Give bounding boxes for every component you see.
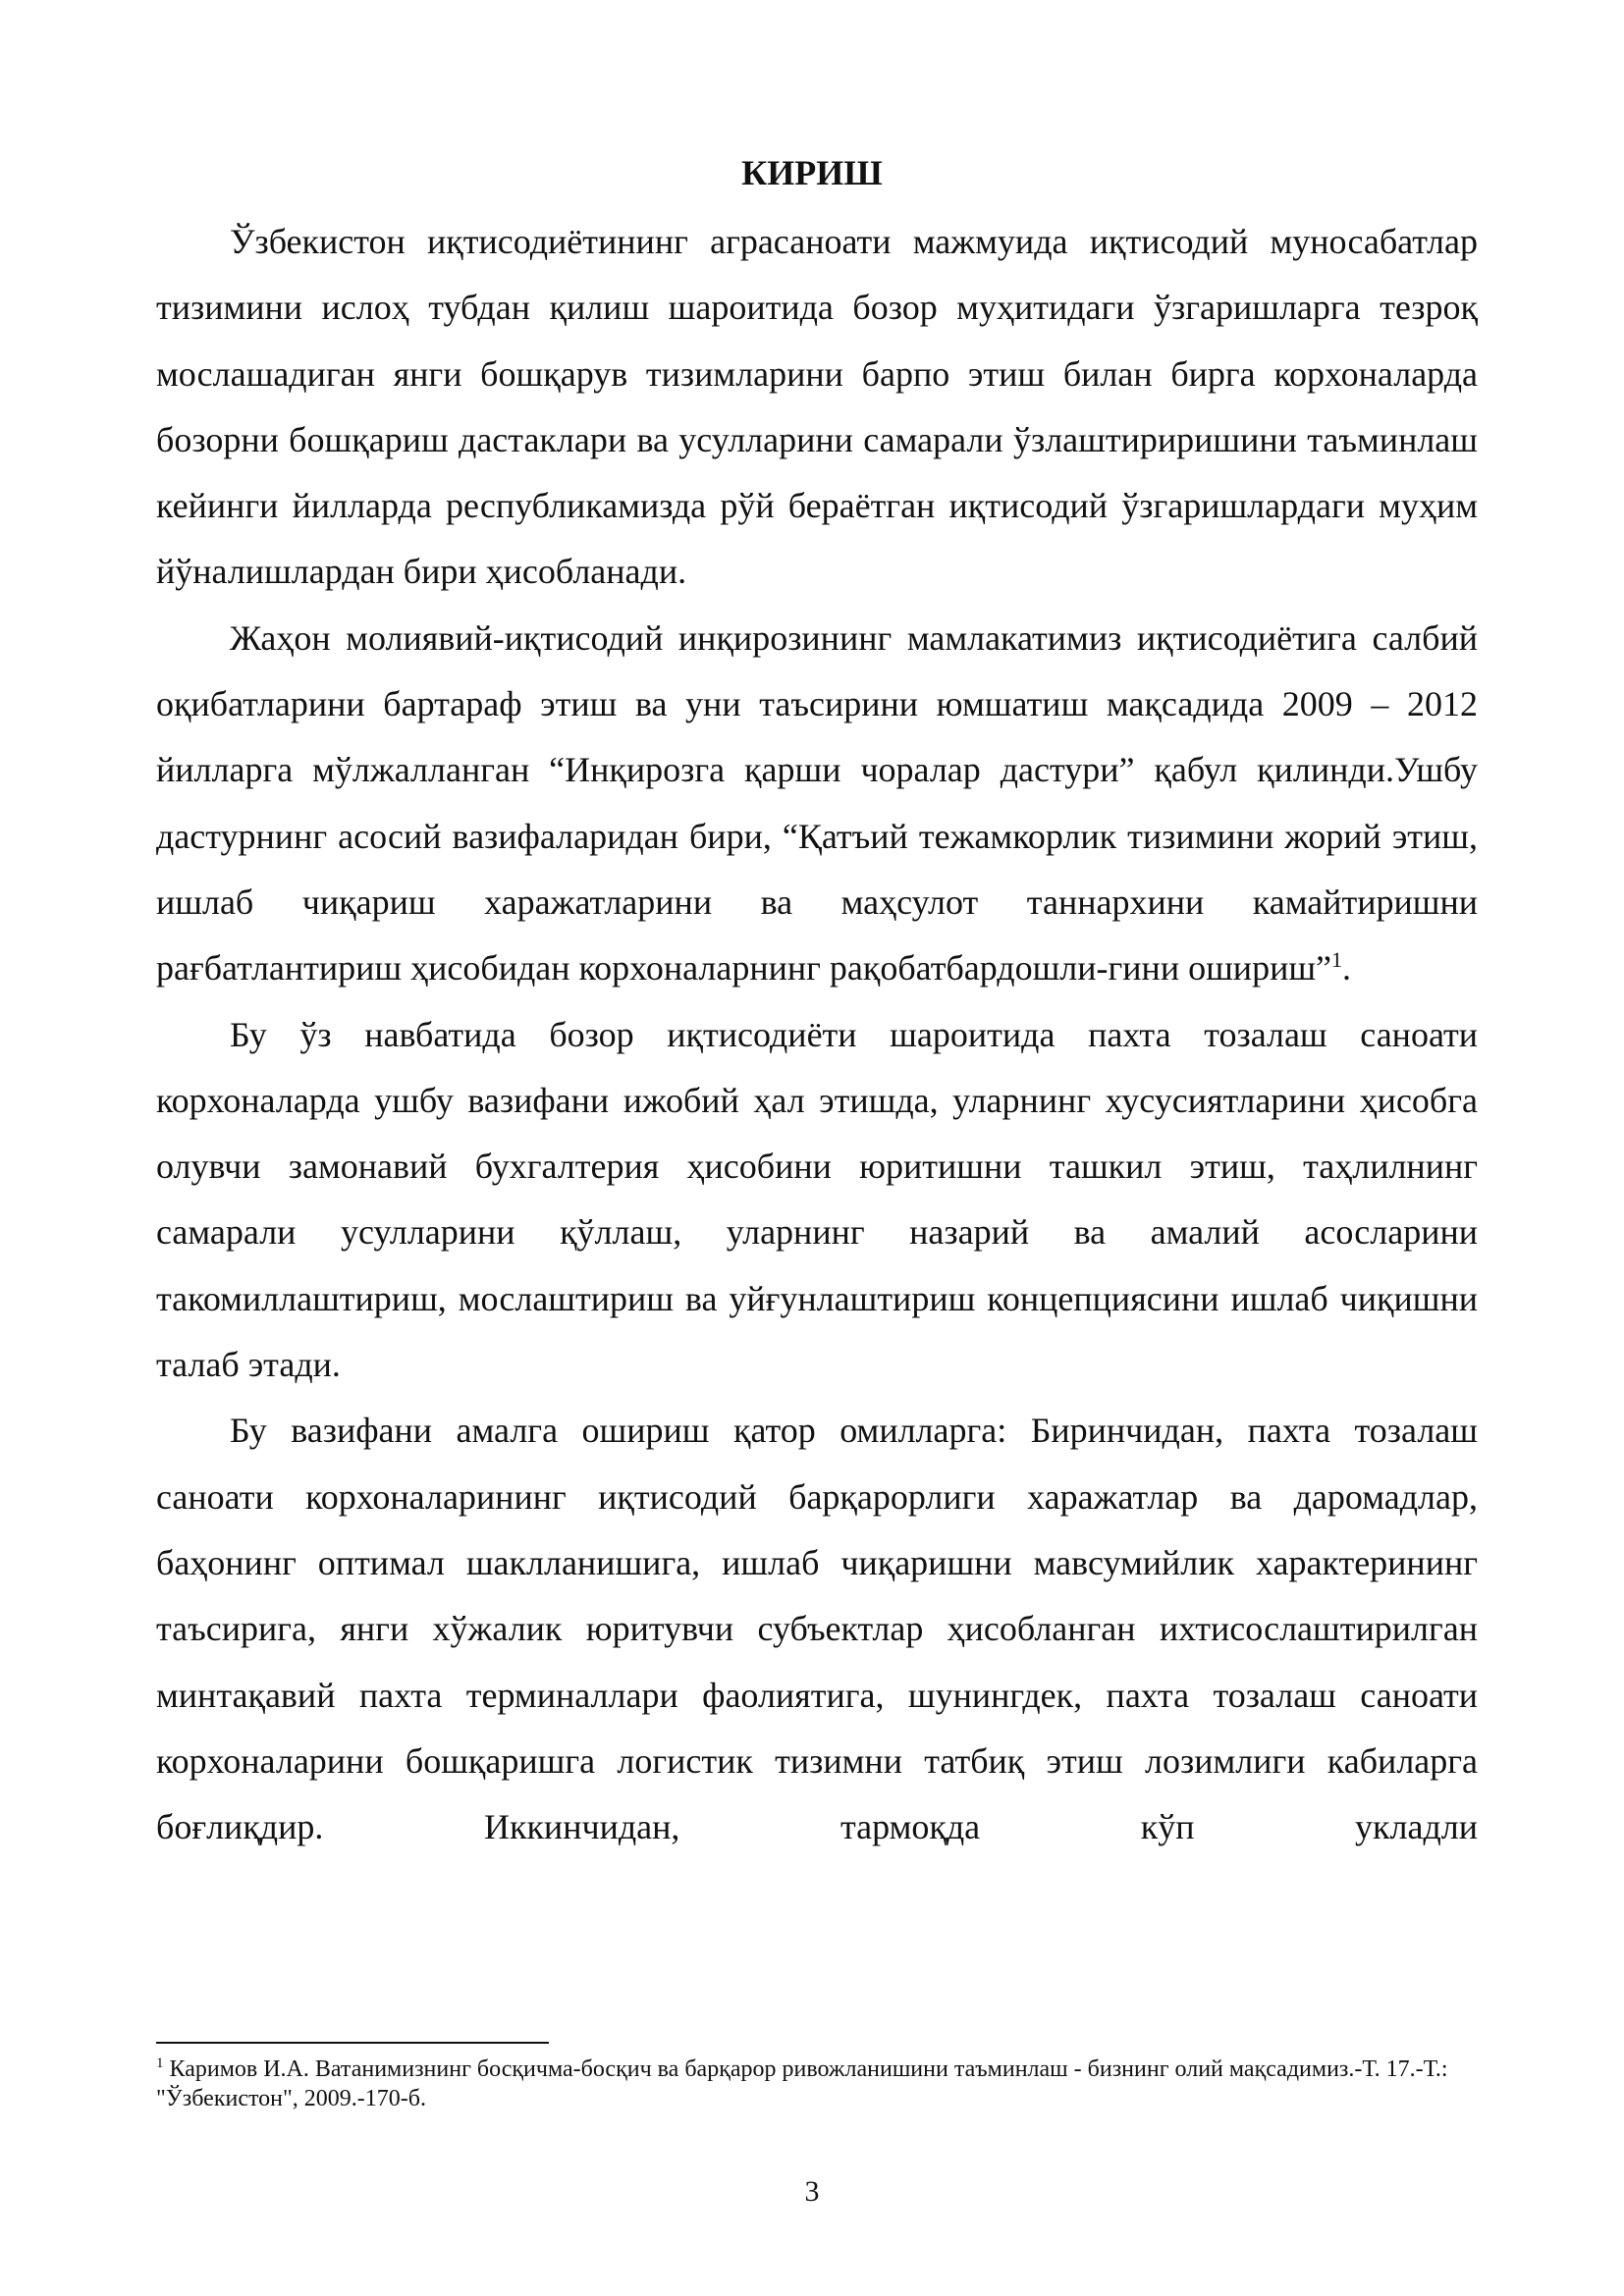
page-number: 3 <box>804 2175 820 2208</box>
footnote-separator <box>156 2042 549 2044</box>
footnote-text: Каримов И.А. Ватанимизнинг босқичма-босқич ва барқарор ривожланишини таъминлаш - бизнинг олий мақсадимиз.-Т. 17.-Т.: "Ўзбекистон", 2009.-170-б. <box>156 2056 1448 2111</box>
body-text <box>156 209 1478 1860</box>
footnote-mark: 1 <box>156 2056 164 2071</box>
paragraph-2-text: Жаҳон молиявий-иқтисодий инқирозининг мамлакатимиз иқтисодиётига салбий оқибатларини бартараф этиш ва уни таъсирини юмшатиш мақсадида 2009 – 2012 йилларга мўлжалланган “Инқирозга қарши чоралар дастури” қабул қилинди.Ушбу дастурнинг асосий вазифаларидан бири, “Қатъий тежамкорлик тизимини жорий этиш, ишлаб чиқариш харажатларини ва маҳсулот таннархини камайтиришни рағбатлантириш ҳисобидан корхоналарнинг рақобатбардошли-гини ошириш” <box>156 617 1478 988</box>
footnote <box>156 2055 1478 2113</box>
paragraph-2-tail: . <box>1342 948 1352 988</box>
paragraph-2 <box>156 606 1478 1002</box>
footnote-reference[interactable]: 1 <box>1331 947 1343 973</box>
paragraph-3: Бу ўз навбатида бозор иқтисодиёти шароитида пахта тозалаш саноати корхоналарда ушбу вазифани ижобий ҳал этишда, уларнинг хусусиятларини ҳисобга олувчи замонавий бухгалтерия ҳисобини юритишни ташкил этиш, таҳлилнинг самарали усулларини қўллаш, уларнинг назарий ва амалий асосларини такомиллаштириш, мослаштириш ва уйғунлаштириш концепциясини ишлаб чиқишни талаб этади. <box>156 1014 1478 1385</box>
paragraph-4: Бу вазифани амалга ошириш қатор омилларга: Биринчидан, пахта тозалаш саноати корхоналарининг иқтисодий барқарорлиги харажатлар ва даромадлар, баҳонинг оптимал шаклланишига, ишлаб чиқаришни мавсумийлик характерининг таъсирига, янги хўжалик юритувчи субъектлар ҳисобланган ихтисослаштирилган минтақавий пахта терминаллари фаолиятига, шунингдек, пахта тозалаш саноати корхоналарини бошқаришга логистик тизимни татбиқ этиш лозимлиги кабиларга боғлиқдир. Иккинчидан, тармоқда кўп укладли <box>156 1411 1478 1847</box>
paragraph-1: Ўзбекистон иқтисодиётининг аграсаноати мажмуида иқтисодий муносабатлар тизимини ислоҳ тубдан қилиш шароитида бозор муҳитидаги ўзгаришларга тезроқ мослашадиган янги бошқарув тизимларини барпо этиш билан бирга корхоналарда бозорни бошқариш дастаклари ва усулларини самарали ўзлаштириришини таъминлаш кейинги йилларда республикамизда рўй бераётган иқтисодий ўзгаришлардаги муҳим йўналишлардан бири ҳисобланади. <box>156 222 1478 592</box>
page-heading: КИРИШ <box>741 153 883 192</box>
